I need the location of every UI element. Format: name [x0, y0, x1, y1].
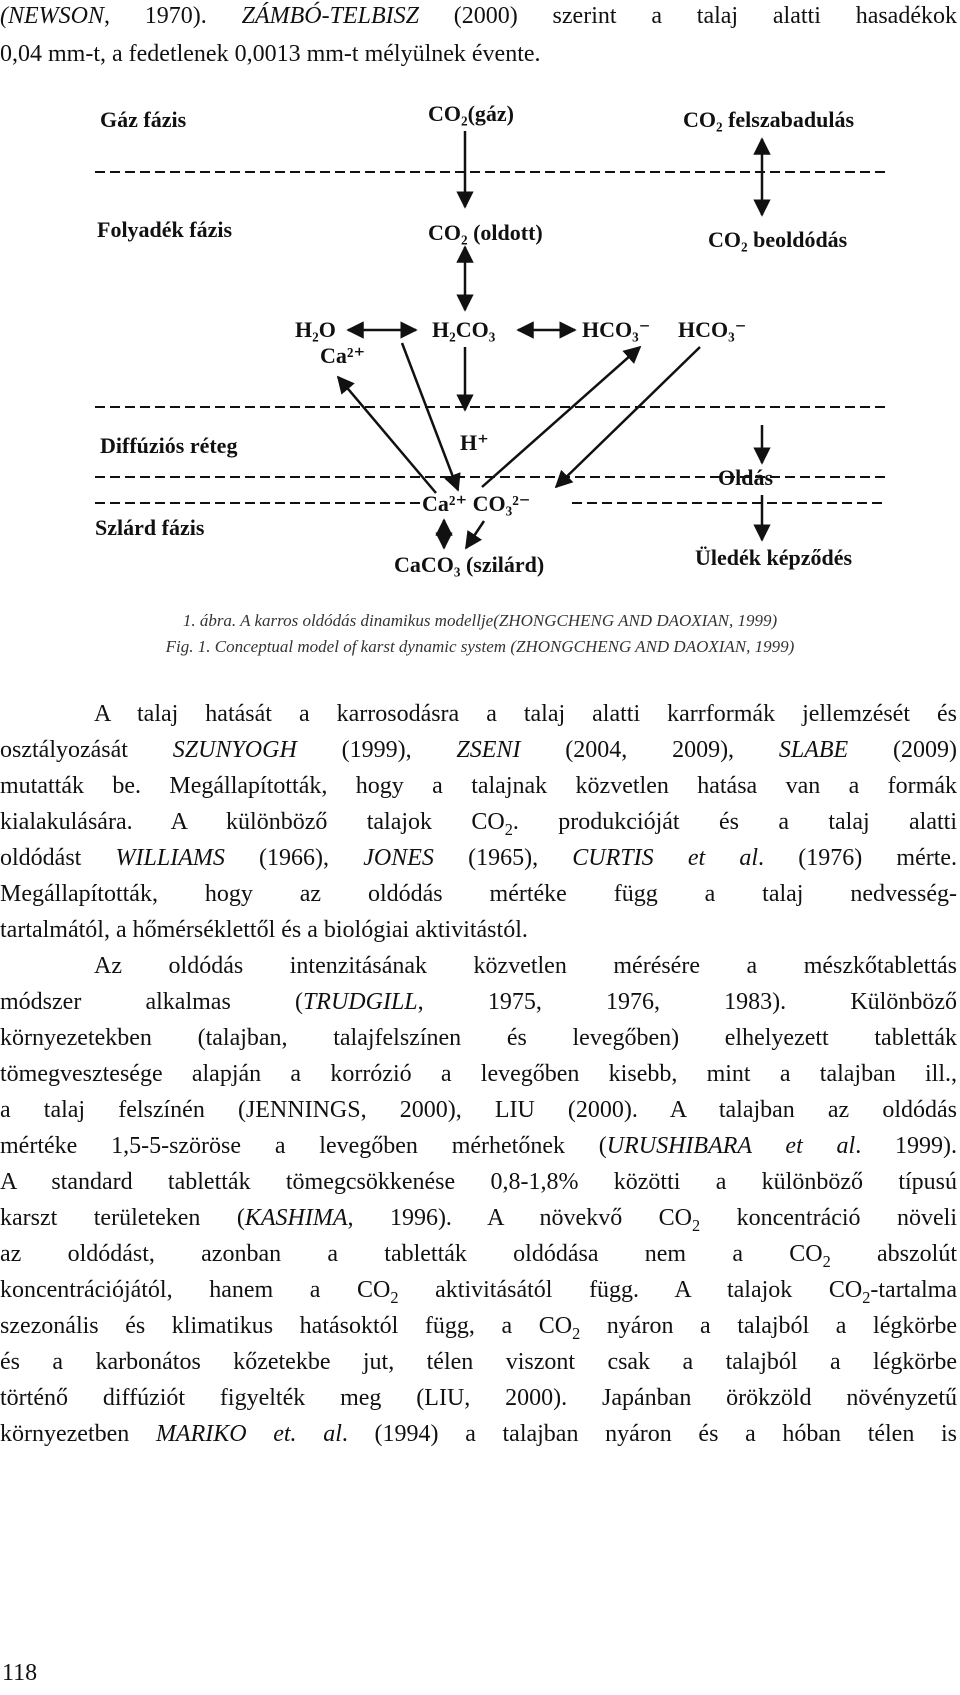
- label-co2-dissolved: CO₂ (oldott): [428, 220, 543, 245]
- text-line: a talaj felszínén (JENNINGS, 2000), LIU (2000). A talajban az oldódás: [0, 1097, 957, 1123]
- text-line: 0,04 mm-t, a fedetlenek 0,0013 mm-t mélyülnek évente.: [0, 41, 541, 67]
- label-sediment-formation: Üledék képződés: [695, 545, 853, 570]
- label-diffusion-layer: Diffúziós réteg: [100, 433, 238, 458]
- label-dissolution: Oldás: [718, 465, 774, 490]
- label-solid-phase: Szlárd fázis: [95, 515, 205, 540]
- text-line: tömegvesztesége alapján a korrózió a levegőben kisebb, mint a talajban ill.,: [0, 1061, 957, 1087]
- label-h2o: H₂O: [295, 317, 336, 342]
- text-line: A talaj hatását a karrosodásra a talaj alatti karrformák jellemzését és: [94, 701, 957, 727]
- label-hco3-left: HCO₃⁻: [582, 317, 651, 342]
- text-line: kialakulására. A különböző talajok $CO_2$. produkcióját és a talaj alatti: [0, 809, 958, 839]
- text-line: szezonális és klimatikus hatásoktól függ, a $CO_2$ nyáron a talajból a légkörbe: [0, 1313, 957, 1343]
- figure-caption-en: Fig. 1. Conceptual model of karst dynamic system (ZHONGCHENG AND DAOXIAN, 1999): [165, 637, 795, 656]
- label-h2co3: H₂CO₃: [432, 317, 496, 342]
- figure-caption-hu: 1. ábra. A karros oldódás dinamikus modellje(ZHONGCHENG AND DAOXIAN, 1999): [182, 611, 778, 630]
- text-line: karszt területeken (KASHIMA, 1996). A növekvő $CO_2$ koncentráció növeli: [0, 1205, 957, 1235]
- label-caco3-solid: CaCO₃ (szilárd): [394, 552, 545, 577]
- label-hco3-right: HCO₃⁻: [678, 317, 747, 342]
- label-co2-dissolution: CO₂ beoldódás: [708, 227, 848, 252]
- arrow-co3-caco3: [466, 521, 484, 548]
- karst-model-diagram: [0, 95, 960, 605]
- text-line: az oldódást, azonban a tabletták oldódása nem a $CO_2$ abszolút: [0, 1241, 957, 1271]
- label-ca-co3-ions: Ca²⁺ CO₃²⁻: [422, 491, 531, 516]
- text-line: Megállapították, hogy az oldódás mértéke függ a talaj nedvesség-: [0, 881, 957, 907]
- arrow-h2co3-to-ions: [402, 343, 458, 490]
- text-line: és a karbonátos kőzetekbe jut, télen viszont csak a talajból a légkörbe: [0, 1349, 957, 1375]
- text-line: oldódást WILLIAMS (1966), JONES (1965), CURTIS et al. (1976) mérte.: [0, 845, 958, 871]
- text-line: környezetekben (talajban, talajfelszínen és levegőben) elhelyezett tabletták: [0, 1025, 957, 1051]
- text-line: tartalmától, a hőmérséklettől és a biológiai aktivitástól.: [0, 917, 528, 943]
- text-line: mértéke 1,5-5-szöröse a levegőben mérhetőnek (URUSHIBARA et al. 1999).: [0, 1133, 957, 1159]
- text-line: módszer alkalmas (TRUDGILL, 1975, 1976, 1983). Különböző: [0, 989, 957, 1015]
- text-line: környezetben MARIKO et. al. (1994) a talajban nyáron és a hóban télen is: [0, 1421, 957, 1447]
- arrow-hco3-to-ions: [556, 347, 700, 487]
- label-ca: Ca²⁺: [320, 343, 366, 368]
- text-line: mutatták be. Megállapították, hogy a talajnak közvetlen hatása van a formák: [0, 773, 957, 799]
- text-line: A standard tabletták tömegcsökkenése 0,8-1,8% közötti a különböző típusú: [0, 1169, 957, 1195]
- text-line: osztályozását SZUNYOGH (1999), ZSENI (2004, 2009), SLABE (2009): [0, 737, 958, 763]
- label-co2-release: CO₂ felszabadulás: [683, 107, 855, 132]
- text-line: történő diffúziót figyelték meg (LIU, 2000). Japánban örökzöld növényzetű: [0, 1385, 957, 1411]
- page-number: 118: [2, 1660, 38, 1686]
- label-co2-gas: CO₂(gáz): [428, 101, 515, 126]
- text-line: koncentrációjától, hanem a $CO_2$ aktivitásától függ. A talajok $CO_2$-tartalma: [0, 1277, 957, 1307]
- label-h-plus: H⁺: [460, 430, 489, 455]
- label-gas-phase: Gáz fázis: [100, 107, 187, 132]
- text-line: (NEWSON, 1970). ZÁMBÓ-TELBISZ (2000) szerint a talaj alatti hasadékok: [0, 3, 957, 29]
- arrow-ions-to-hco3: [482, 347, 640, 487]
- text-line: Az oldódás intenzitásának közvetlen mérésére a mészkőtablettás: [94, 953, 957, 979]
- label-liquid-phase: Folyadék fázis: [97, 217, 233, 242]
